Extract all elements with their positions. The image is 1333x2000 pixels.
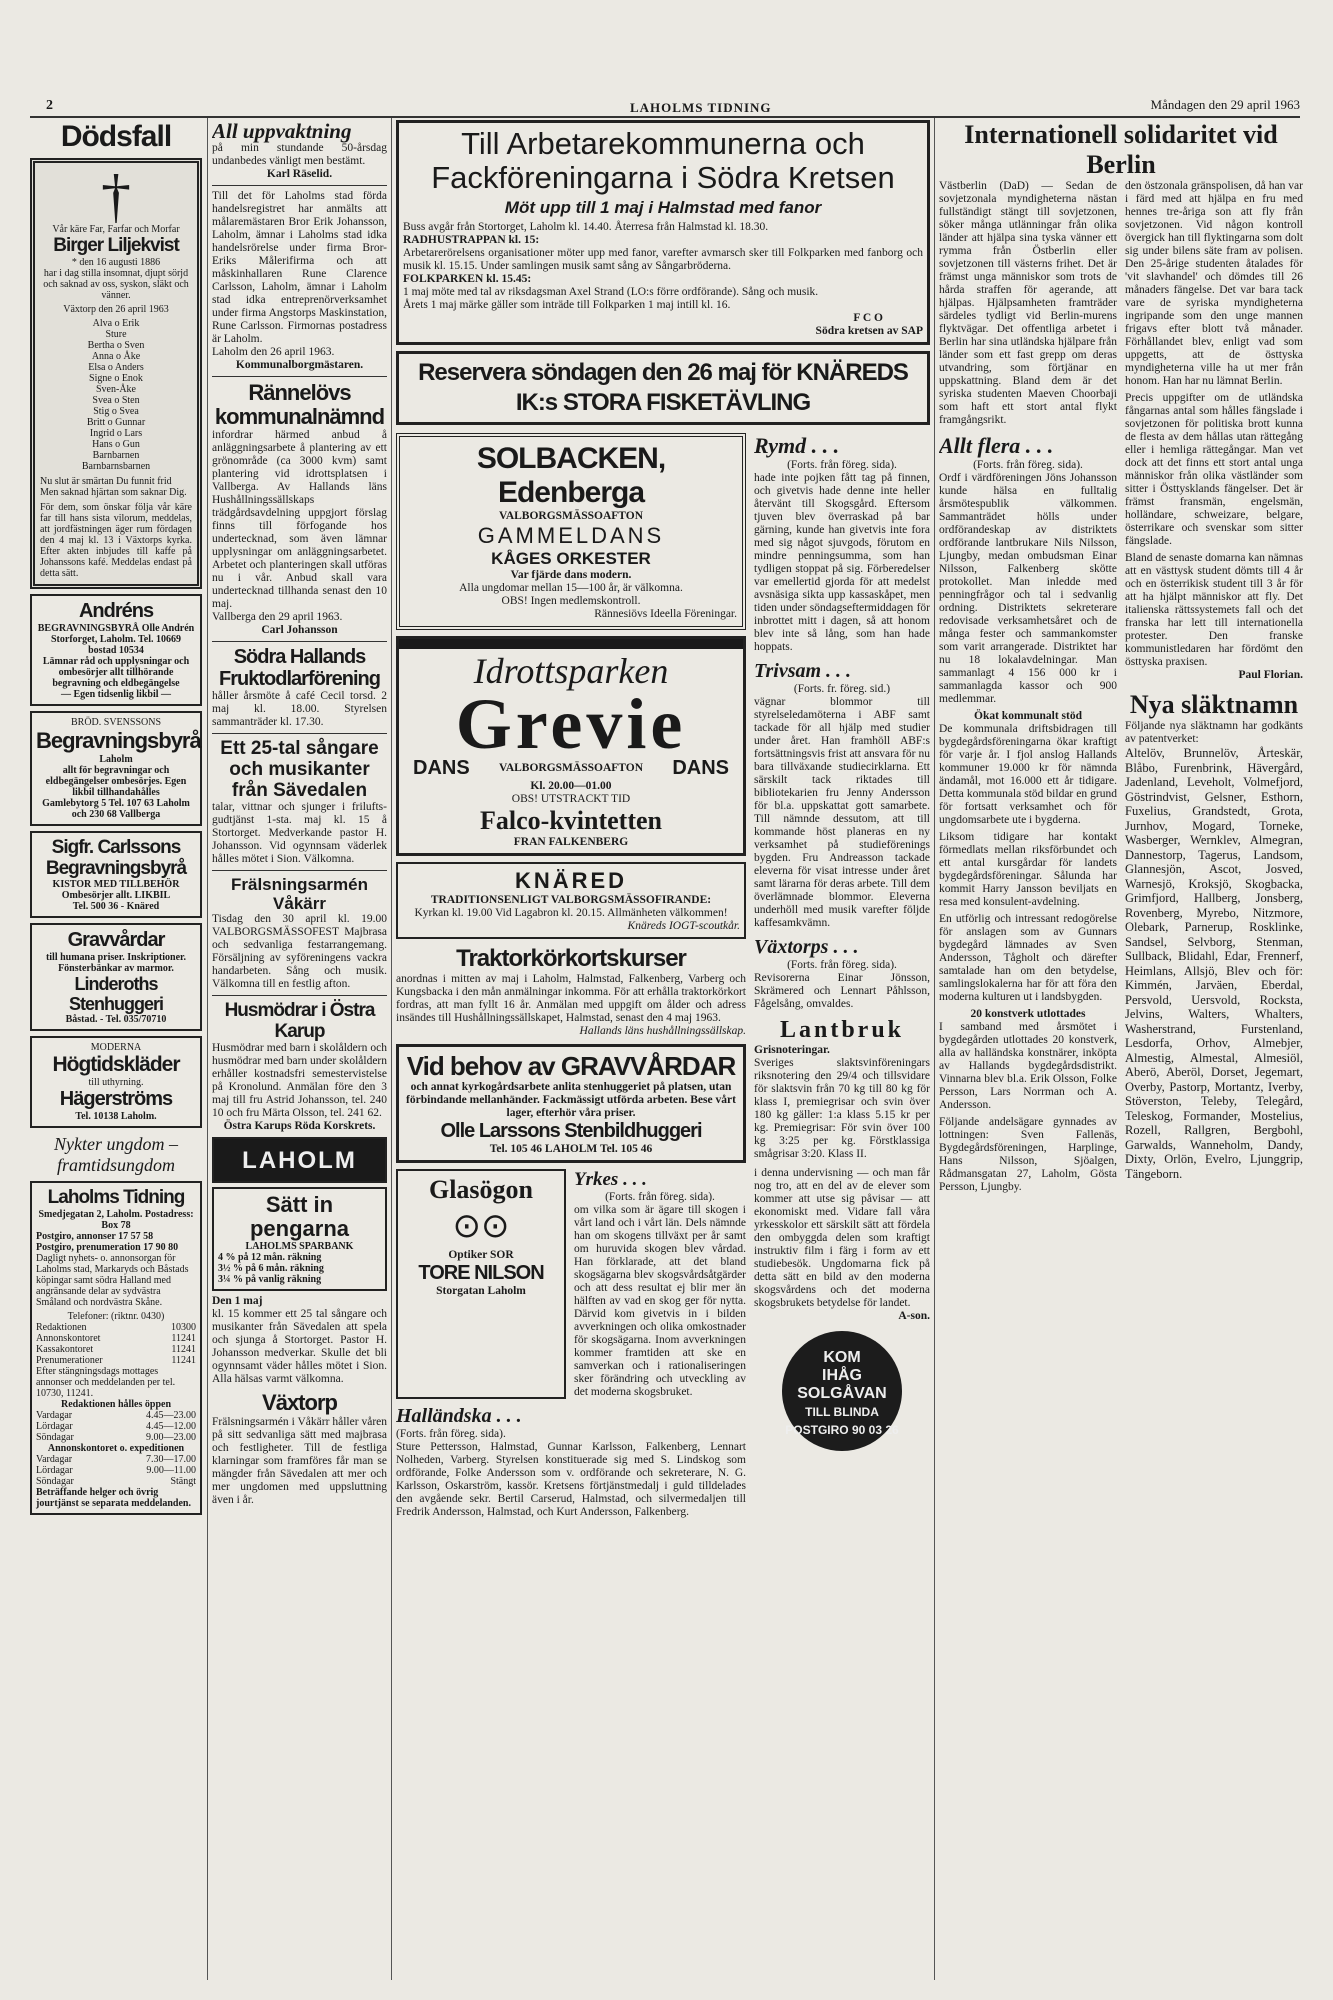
paper-title: LAHOLMS TIDNING — [630, 100, 772, 115]
andrens-text: Lämnar råd och upplysningar och ombesörjer allt tillhörande begravning och eldbegängelse — [42, 656, 190, 689]
trakt-text: anordnas i mitten av maj i Laholm, Halmstad, Falkenberg, Varberg och Kungsbacka i den mån anmälningar inkomma. För att erhålla traktorkörkort fordras, att man fyllt 16 år. Anmälan med uppgift om ålder och adress insändes till Hushållningssällskapet, Halmstad, senast den 4 maj 1963. — [396, 973, 746, 1024]
hagerstroms-ad — [30, 1036, 202, 1128]
lt-text: Dagligt nyhets- o. annonsorgan för Laholms stad, Markaryds och Båstads köpingar samt södra Halland med angränsande delar av sydvästra Småland och nordvästra Skåne. — [36, 1253, 189, 1308]
column-4-right — [1125, 180, 1303, 1181]
knared-text: Kyrkan kl. 19.00 Vid Lagabron kl. 20.15. Allmänheten välkommen! — [414, 907, 728, 919]
obit-family-member: Ingrid o Lars — [89, 428, 143, 439]
hall-note: (Forts. från föreg. sida). — [396, 1428, 506, 1440]
vaxtorps-text: Revisorerna Einar Jönsson, Skrämered och Lennart Påhlsson, Fågelsång, omvaldes. — [754, 972, 930, 1010]
yrkes-article — [574, 1169, 746, 1399]
andrens-foot: — Egen tidsenlig likbil — — [60, 689, 172, 700]
page-number: 2 — [46, 98, 53, 113]
andrens-ad — [30, 594, 202, 706]
rymd-title: Rymd . . . — [754, 433, 840, 458]
linderoths-title: Linderoths Stenhuggeri — [68, 974, 163, 1014]
lt-open-row: Lördagar 4.45—12.00 — [36, 1421, 196, 1432]
obit-family-member: Bertha o Sven — [87, 340, 145, 351]
obit-family-member: Britt o Gunnar — [86, 417, 146, 428]
lt-exp-row: Vardagar 7.30—17.00 — [36, 1454, 196, 1465]
vid-title: Vid behov av GRAVVÅRDAR — [406, 1051, 736, 1081]
lt-tel-row: Redaktionen 10300 — [36, 1322, 196, 1333]
column-4-left — [939, 180, 1117, 1194]
obit-family-member: Alva o Erik — [92, 318, 140, 329]
sodra-title: Södra Hallands Fruktodlarförening — [219, 646, 380, 690]
lt-open-row: Vardagar 4.45—23.00 — [36, 1410, 196, 1421]
rymd-text: hade inte pojken fått tag på finnen, och givetvis hade denne inte heller återvänt till Skogsgård. Eftersom tjuven blev överraskad på bar gärning, kunde han givetvis inte fora med sig något sjuvgods, förutom en mindre penningsumma, som han tydligen stoppat på sig. Förberedelser var emellertid gjorda för att medelst avsnäsiga sikta upp kassaskåpet, men tiden under söndagseftermiddagen för inbrottet mitt i dagen, så att honom blev inte så lång, som han hade hoppats. — [754, 472, 930, 653]
lantbruk-text: Sveriges slaktsvinföreningars riksnotering den 29/4 och tillsvidare för slaktsvin från 70 kg till 80 kg för klass I, premiegrisar och svin över 180 kg gäller: 1:a klass 5.15 kr per kg. Premiegrisar: För svin över 100 kg 3:25 per kg. Förstklassiga smågrisar 3:20. Klass II. — [754, 1057, 930, 1160]
gravvardar-ad — [30, 923, 202, 1031]
intl3-text: Precis uppgifter om de utländska fångarnas antal som hålles fängslade i sovjetzonen för politiska brott kunna de flesta av dem hållas utan rättegång eller i hemliga rättegångar. Man vet dock att det finns ett stort antal unga människor från olika västländer som sitter i Östtysklands fängelser. Det är främst fransmän, engelsmän, holländare, schweizare, belgare, österrikare och svenskar som sitter fängslade. — [1125, 392, 1303, 547]
reservera-ad — [396, 351, 930, 425]
obit-verse: Nu slut är smärtan Du funnit frid Men saknad hjärtan som saknar Dig. — [40, 476, 187, 498]
solbacken-age: Alla ungdomar mellan 15—100 år, är välkomna. — [459, 582, 683, 594]
glas-sub: Optiker SOR — [448, 1249, 514, 1261]
intl-text: Västberlin (DaD) — Sedan de sovjetzonala myndigheterna nästan fullständigt stängt till sovjetzonen, söker många utlänningar från olika länder att hjälpa sina tyska vänner ett rymma från Östberlin eller sovjetzonen till västerns frihet. Det är främst unga människor som trots de hårda straffen för agerande, att hjälpas. Hjälpsamheten framträder särdeles tydligt vid Berlin-murens flyktvägar. Det offentliga arbetet i Berlin har sina utländska hjälpare från länder som ett fast grepp om deras utvandring, som förtjänar en uppskattning. Bland dem är det syriska studenten Maeven Choorbaji som haft ett stort antal flykt framgångsrikt. — [939, 180, 1117, 426]
solbacken-title: SOLBACKEN, Edenberga — [476, 442, 666, 509]
nya-text: Altelöv, Brunnelöv, Årteskär, Blåbo, Furenbrink, Hävergård, Jadenland, Leveholt, Volmefjord, Göstrindvist, Gelsner, Esthorn, Fuxelius, Grandstedt, Grota, Jurnhov, Mogard, Torneke, Wasberger, Wernklev, Almegran, Dannestorp, Tagerus, Landsom, Glannesjön, Ascot, Josved, Warnesjö, Kroksjö, Skogbacka, Grimfjord, Hallberg, Jonsberg, Rovenberg, Myrebo, Nitzmore, Olebark, Parnerup, Rosklinke, Sandsel, Selvborg, Stenman, Sullback, Blidahl, Edar, Frennerf, Heimlans, Allsjö, Blev och för: Kimmén, Jarväen, Eberdal, Persvold, Uersvold, Rocksta, Jelvins, Walters, Whalters, Washerstrand, Furstenland, Lesdorfa, Orhov, Almebjer, Almestig, Almestal, Almesiöl, Aberö, Aberöl, Dorset, Jegemart, Overby, Pastorp, Mortantz, Iverby, Stöverston, Teleby, Telegård, Teleskog, Formander, Mostelius, Rozell, Rallgren, Bergbohl, Garwalds, Wanneholm, Dandy, Dixty, Orlön, Evelro, Ljunggrip, Tängeborn. — [1125, 746, 1303, 1181]
solbacken-sub: VALBORGSMÄSSOAFTON — [499, 510, 643, 522]
fralsnings-text: Tisdag den 30 april kl. 19.00 VALBORGSMÄSSOFEST Majbrasa och sedvanliga festarrangemang. Försäljning av syföreningens vackra handarbeten. Sång och musik. Välkomna till en festlig afton. — [212, 913, 387, 990]
satt-title: Sätt in pengarna — [249, 1192, 350, 1241]
glasses-icon: ⊙⊙ — [452, 1208, 510, 1245]
trivsam-title: Trivsam . . . — [754, 660, 852, 682]
solbacken-dance: GAMMELDANS — [477, 523, 665, 548]
glas-name: TORE NILSON — [418, 1262, 544, 1284]
andrens-sub: BEGRAVNINGSBYRÅ Olle Andrén — [37, 623, 195, 634]
konst-text: I samband med årsmötet i bygdegården utlottades 20 konstverk, alla av halländska konstnärer, inköpta av Hallands bygdegårdsdistrikt. Vinnarna blev bl.a. Erik Olsson, Folke Persson, Lars Norrman och A. Andersson. — [939, 1021, 1117, 1111]
lt-tel-row: Prenumerationer 11241 — [36, 1355, 196, 1366]
carlssons-ad — [30, 831, 202, 918]
hogtid-title: Högtidskläder — [52, 1053, 180, 1076]
kom-line4: TILL BLINDA — [805, 1405, 879, 1419]
svenssons-head: BRÖD. SVENSSONS — [70, 717, 162, 728]
allt-title: Allt flera . . . — [939, 433, 1054, 458]
column-rule — [207, 118, 208, 1980]
obit-family-member: Stig o Svea — [93, 406, 139, 417]
denna-text: i denna undervisning — och man får nog tro, att en del av de elever som kommer att utse sig påvisar — att ekonomiskt med. Vidare fall våra yrkesskolor ett särskilt sätt att fördela den ombyggda delen som kraftigt instruktiv film i färg i form av ett studiebesök. Ungdomarna fick på detta sätt en bild av den moderna skogsvårdens och det moderna skogsbrukets betydelse för landet. — [754, 1167, 930, 1309]
obit-family-member: Svea o Sten — [92, 395, 140, 406]
allt-note: (Forts. från föreg. sida). — [973, 459, 1083, 471]
lantbruk-title: Lantbruk — [779, 1017, 905, 1043]
andrens-addr: Storforget, Laholm. Tel. 10669 bostad 10534 — [51, 634, 181, 656]
okat-text: De kommunala driftsbidragen till bygdegårdsföreningarna ökar kraftigt för varje år. I fjol anslog Hallands kommuner 19.000 kr för nämnda ändamål, mot 16.000 ett år tidigare. Detta kommunala stöd bildar en grund för fortsatt verksamhet och för ungdomsarbete ute i bygderna. — [939, 723, 1117, 826]
sodra-text: håller årsmöte å café Cecil torsd. 2 maj kl. 18.00. Styrelsen sammanträder kl. 17.30. — [212, 690, 387, 728]
allt-text: Ordf i värdföreningen Jöns Johansson kunde hälsa en fulltalig årsmötespublik välkommen. Sammanträdet hölls under ordförandeskap av distriktets ordförande lantbrukare Nils Nilsson, Ljungby, medan ombudsman Einar Nilsson, Falkenberg skötte protokollet. Man inledde med penningfrågor och tal i sedvanlig ordning. Distriktets sekreterare redovisade verksamhetsåret och de många fester och sammankomster som varit arrangerade. Distriktet har nu 18 lokalavdelningar. Man sammanlagt 4 156 000 kr i sammanlagda kassor och 900 medlemmar. — [939, 472, 1117, 705]
arb-r2: 1 maj möte med tal av riksdagsman Axel Strand (LO:s förre ordförande). Sång och musik. — [403, 286, 819, 298]
intl-title: Internationell solidaritet vid Berlin — [964, 120, 1278, 179]
obit-family-member: Sture — [105, 329, 127, 340]
aso-sign: A-son. — [898, 1310, 930, 1322]
grevie-time: Kl. 20.00—01.00 — [530, 780, 612, 792]
svenssons-ad — [30, 711, 202, 826]
lt-addr: Smedjegatan 2, Laholm. Postadress: Box 78 — [38, 1209, 194, 1231]
carlssons-text: Ombesörjer allt. LIKBIL — [61, 890, 171, 901]
handelsregister-sign: Kommunalborgmästaren. — [235, 359, 364, 371]
knared-title: KNÄRED — [514, 868, 628, 893]
obit-text: har i dag stilla insomnat, djupt sörjd och saknad av oss, syskon, släkt och vänner. — [43, 268, 189, 301]
carlssons-tel: Tel. 500 36 - Knäred — [72, 901, 160, 912]
arb-r1: Arbetarerörelsens organisationer möter upp med fanor, varefter avmarsch sker till Folkparken med fanborg och musik kl. 15.15. Under samlingen musik samt sång av Sångarbröderna. — [403, 247, 923, 272]
hagerstroms-title: Hägerströms — [59, 1088, 173, 1110]
column-4-body — [939, 180, 1303, 1980]
handelsregister-place: Laholm den 26 april 1963. — [212, 346, 335, 358]
grevie-name: Grevie — [455, 684, 687, 764]
lt-giro: Postgiro, annonser 17 57 58 — [36, 1231, 154, 1242]
cross-icon: † — [101, 163, 131, 229]
lt-exp-row: Lördagar 9.00—11.00 — [36, 1465, 196, 1476]
grevie-dans-right: DANS — [672, 757, 729, 779]
lantbruk-head: Grisnoteringar. — [754, 1044, 830, 1056]
utfor-text: En utförlig och intressant redogörelse för anslagen som av Gunnars bygdegård lämnades av Sven Andersson, Tågholt och därefter samtalade han om den betydelse, samlingslokalerna har för att föra den moderna kulturen ut i landsbygden. — [939, 913, 1117, 1003]
yrkes-text: om vilka som är ägare till skogen i vårt land och i vårt län. Dels nämnde han om skogens tillväxt per år samt om huruvida skogen blev vårdad. Han förklarade, att det bland skogsägarna blev skogsvårdsåtgärder och att dess resultat ej blir mer än hälften av vad en skog ger för nytta. Därvid kom givetvis in i bilden avverkningen och olika omkostnader för skogsägarna. Inom avverkningen kommer framtiden att ske en samverkan och i rationaliseringen sker förändring och utveckling av det moderna skogsbruket. — [574, 1204, 746, 1398]
obit-notice: För dem, som önskar följa vår käre far till hans sista vilorum, meddelas, att jordfästningen äger rum fördagen den 4 maj kl. 13 i Växtorps kyrka. Efter akten inbjudes till kaffe på Johanssons kafé. Meddelas endast på detta sätt. — [40, 502, 192, 579]
arb-r2-head: FOLKPARKEN kl. 15.45: — [403, 273, 532, 285]
svenssons-title: Begravningsbyrå — [36, 728, 201, 753]
ranneslovs-text: infordrar härmed anbud å anläggningsarbete å plantering av ett grönområde (ca 3000 kvm) samt plantering vid idrottsplatsen i Vallberga. Av Hallands läns Hushållningssällskaps trädgårdsavdelning uppgjort förslag finns till förfogande hos undertecknad, som även lämnar upplysningar om anläggningsarbetet. Arbetet och planteringen skall utföras nu i vår. Anbud skall vara undertecknad tillhanda senast den 10 maj. — [212, 429, 387, 610]
hall-text: Sture Pettersson, Halmstad, Gunnar Karlsson, Falkenberg, Lennart Nolheden, Varberg. Styrelsen konstituerade sig med S. Lindskog som ordförande, Folke Andersson som v. ordförande och sekreterare, N. G. Karlsson, Oskarström, kassör. Kretsens förtjänstmedalj i guld tilldelades den avgående sekr. Bertil Carserud, Halmstad, och silvermedaljen till Fredrik Andersson, Halmstad, och Kurt Andersson, Falkenberg. — [396, 1441, 746, 1518]
lower-left-row — [396, 1169, 746, 1399]
dodsfall-heading: Dödsfall — [60, 120, 172, 153]
ett25-title: Ett 25-tal sångare och musikanter från Sävedalen — [220, 738, 379, 801]
obit-family-member: Sven-Åke — [96, 384, 136, 395]
glas-title: Glasögon — [428, 1175, 534, 1204]
husmodrar-text: Husmödrar med barn i skolåldern och husmödrar med barn under skolåldern erhåller kostnadsfri semestervistelse på Kronolund. Anmälan före den 3 maj till fru Astrid Johansson, tel. 240 10 och fru Märta Olsson, tel. 241 62. — [212, 1042, 387, 1119]
column-rule — [391, 118, 392, 1980]
reserv-title: Reservera söndagen den 26 maj för KNÄREDS IK:s STORA FISKETÄVLING — [418, 359, 908, 416]
grav-text: till humana priser. Inskriptioner. Fönsterbänkar av marmor. — [45, 952, 187, 974]
trivsam-text: vägnar blommor till styrelseledamöterna i ABF samt tackade för all hjälp med studier under året. Han framhöll ABF:s fortsättningsvis frist att ansvara för nu bara tillväxande studiecirklarna. Ett särskilt tack riktades till bibliotekarien fru Jenny Andersson för bl.a. uppskattat gott samarbete. Till nämnde dessutom, att till kommande höst planeras en ny verksamhet på studieförenings bygden. Fru Andreasson tackade eleverna för visat intresse under året samt lärarna för deras arbete. Till dem överlämnade blommor. Eleverna underhöll med musik varefter följde kaffesamkvämn. — [754, 696, 930, 929]
hagerstroms-tel: Tel. 10138 Laholm. — [75, 1111, 157, 1122]
solbacken-obs: OBS! Ingen medlemskontroll. — [501, 595, 641, 607]
arbetarekommun-ad — [396, 120, 930, 345]
lt-tel-row: Kassakontoret 11241 — [36, 1344, 196, 1355]
nya-intro: Följande nya släktnamn har godkänts av patentverket: — [1125, 720, 1303, 745]
arb-sub: Möt upp till 1 maj i Halmstad med fanor — [504, 198, 822, 217]
trivsam-note: (Forts. fr. föreg. sid.) — [793, 683, 891, 695]
solbacken-orch: KÅGES ORKESTER — [491, 549, 651, 568]
solbacken-when: Var fjärde dans modern. — [510, 569, 632, 581]
arb-r1-head: RADHUSTRAPPAN kl. 15: — [403, 234, 540, 246]
maj1-text: kl. 15 kommer ett 25 tal sångare och musikanter från Sävedalen att spela och sjunga å Stortorget. Pastor H. Johansson medverkar. Skulle det bli ogynnsamt väder hålles mötet i Sion. Alla hälsas varmt välkomna. — [212, 1308, 387, 1385]
glas-addr: Storgatan Laholm — [436, 1285, 526, 1297]
satt-bank: LAHOLMS SPARBANK — [245, 1241, 354, 1252]
lt-open-list — [36, 1410, 196, 1443]
obit-name: Birger Liljekvist — [53, 235, 179, 256]
trakt-sign: Hallands läns hushållningssällskap. — [579, 1025, 746, 1037]
obit-intro: Vår käre Far, Farfar och Morfar — [52, 224, 180, 235]
lt-after: Efter stängningsdags mottages annonser och meddelanden per tel. 10730, 11241. — [36, 1366, 176, 1399]
lt-tel-head: Telefoner: (riktnr. 0430) — [67, 1311, 165, 1322]
husmodrar-sign: Östra Karups Röda Korskrets. — [223, 1120, 376, 1132]
rymd-note: (Forts. från föreg. sida). — [787, 459, 897, 471]
lt-foot: Beträffande helger och övrig jourtjänst se separata meddelanden. — [36, 1487, 191, 1509]
moderna: MODERNA — [90, 1042, 142, 1053]
okat-head: Ökat kommunalt stöd — [974, 710, 1082, 722]
lt-giro2: Postgiro, prenumeration 17 90 80 — [36, 1242, 179, 1253]
ett25-text: talar, vittnar och sjunger i friluftsgudtjänst 1-sta. maj kl. 15 å Stortorget. Medverkande pastor H. Johansson. Vid ogynnsam väderlek hålles mötet i Sion. Välkomna. — [212, 801, 387, 865]
sparbank-ad — [212, 1187, 387, 1291]
arb-title: Till Arbetarekommunerna och Fackföreningarna i Södra Kretsen — [431, 126, 895, 195]
grevie-from: FRAN FALKENBERG — [513, 836, 629, 848]
column-3-left — [396, 433, 746, 1519]
uppvaktning-text: på min stundande 50-årsdag undanbedes vänligt men bestämt. — [212, 142, 387, 167]
paul-sign: Paul Florian. — [1238, 669, 1303, 681]
laholms-tidning-info — [30, 1181, 202, 1515]
vid-tel: Tel. 105 46 LAHOLM Tel. 105 46 — [489, 1143, 653, 1155]
obit-place: Växtorp den 26 april 1963 — [63, 304, 169, 315]
masthead — [30, 92, 1300, 115]
obituary-notice — [30, 158, 202, 589]
grevie-obs: OBS! UTSTRACKT TID — [511, 793, 631, 805]
hogtid-sub: till uthyrning. — [88, 1077, 144, 1088]
satt-rate: 4 % på 12 mån. räkning — [218, 1252, 322, 1263]
lt-exp-row: Söndagar Stängt — [36, 1476, 196, 1487]
solgavan-badge — [782, 1331, 902, 1451]
grav-title: Gravvårdar — [67, 929, 165, 951]
column-2 — [212, 120, 387, 1980]
laholm-logo-text: LAHOLM — [242, 1147, 357, 1174]
column-4 — [939, 120, 1303, 1980]
handelsregister-text: Till det för Laholms stad förda handelsregistret har anmälts att målaremästaren Bror Erik Johansson, Laholm, ämnar i Laholms stad idka handelsrörelse under firma Bror-Eriks Målerifirma och att måskinhallaren Rune Clarence Carlsson, Laholm, ämnar i Laholm stad idka entreprenörverksamhet under firma Angstorps Maskinstation, Rune Carlsson. Firmornas postadress är Laholm. — [212, 190, 387, 345]
masthead-rule — [30, 116, 1300, 118]
husmodrar-title: Husmödrar i Östra Karup — [224, 1000, 375, 1042]
kom-giro: POSTGIRO 90 03 26 — [785, 1423, 899, 1437]
yrkes-note: (Forts. från föreg. sida). — [605, 1191, 715, 1203]
vaxtorps-title: Växtorps . . . — [754, 936, 859, 958]
vaxtorp-text: Frälsningsarmén i Våkärr håller våren på sitt sedvanliga sätt med majbrasa och festligheter. Till de festliga klarningar som framföres får man se mängder från Sävedalen att mer och mer ungdomen med uppsluttning även i år. — [212, 1416, 387, 1506]
grevie-orch: Falco-kvintetten — [480, 806, 662, 835]
vaxtorp-title: Växtorp — [262, 1390, 337, 1415]
ranneslovs-title: Rännelövs kommunalnämnd — [214, 380, 385, 429]
solbacken-ad — [396, 433, 746, 630]
carlssons-title: Sigfr. Carlssons Begravningsbyrå — [45, 837, 187, 879]
trakt-title: Traktorkörkortskurser — [456, 945, 686, 972]
lt-exp-list — [36, 1454, 196, 1487]
svenssons-sub: Laholm — [99, 754, 133, 765]
linderoths-tel: Båstad. - Tel. 035/70710 — [65, 1014, 167, 1025]
liksom-text: Liksom tidigare har kontakt förmedlats mellan riksförbundet och ett antal kursgårdar för landets bygdegårdsföreningar. Sålunda har kommit Harry Jansson beviljats en resa med konsulent-avdelning. — [939, 831, 1117, 908]
knared-sub: TRADITIONSENLIGT VALBORGSMÄSSOFIRANDE: — [430, 894, 712, 906]
uppvaktning-name: Karl Räselid. — [266, 168, 333, 180]
intl4-text: Bland de senaste domarna kan nämnas att en västtysk student dömts till 4 år och en österrikisk student till 3 år för att ha hjälpt människor att fly. Det italienska rättssystemets fall och det franska har lett till internationella protester. Den franske kommunistledaren har fördömt den östtyska praxisen. — [1125, 552, 1303, 668]
ranneslovs-place: Vallberga den 29 april 1963. — [212, 611, 343, 623]
column-3-lower — [396, 433, 930, 1703]
yrkes-title: Yrkes . . . — [574, 1169, 647, 1190]
satt-rates — [218, 1252, 381, 1285]
maj1-head: Den 1 maj — [212, 1295, 263, 1307]
satt-rate: 3¼ % på vanlig räkning — [218, 1274, 322, 1285]
lt-exp-head: Annonskontoret o. expeditionen — [47, 1443, 185, 1454]
knared-ad — [396, 862, 746, 939]
fralsnings-title: Frälsningsarmén Våkärr — [231, 875, 368, 913]
obit-family-member: Barnbarnsbarnen — [81, 461, 151, 472]
kom-line1: KOM — [823, 1349, 861, 1366]
lt-tel-row: Annonskontoret 11241 — [36, 1333, 196, 1344]
obit-family — [40, 318, 192, 472]
lt-tel-list — [36, 1322, 196, 1366]
foljande-text: Följande andelsägare gynnades av lottningen: Sven Fallenäs, Bygdegårdsföreningen, Harplinge, Hans Nilsson, Sjöalgen, Rådmansgatan 27, Laholm, Gösta Persson, Ljungby. — [939, 1116, 1117, 1193]
carlssons-sub: KISTOR MED TILLBEHÖR — [52, 879, 180, 890]
column-3 — [396, 120, 930, 1980]
arb-sign1: F C O — [853, 312, 883, 324]
column-1 — [30, 120, 202, 1980]
obit-family-member: Hans o Gun — [92, 439, 140, 450]
nya-title: Nya släktnamn — [1129, 690, 1299, 719]
vid-text: och annat kyrkogårdsarbete anlita stenhuggeriet på platsen, utan förbindande mellanhänder. Fackmässigt utförda arbeten. Bese vårt lager, efterhör våra priser. — [406, 1081, 736, 1119]
intl2-text: den östzonala gränspolisen, då han var i färd med att hjälpa en fru med hennes tre-åriga son att fly från sovjetzonen. Vid någon kontroll övergick han till flyktingarna som dolt sig under bilens säte fram av polisen. Den 25-årige studenten åtalades för 'vit slavhandel' och dömdes till 26 månaders fängelse. Det var bara tack vare de syriska myndigheterna ingripande som den unge mannen frigavs efter blott två månader. Förhållandet blev, enligt vad som uppgetts, att de östtyska myndigheterna ville ha ut mer från honom. Han har nu lämnat Berlin. — [1125, 180, 1303, 387]
konst-head: 20 konstverk utlottades — [970, 1008, 1086, 1020]
vid-firm: Olle Larssons Stenbildhuggeri — [440, 1120, 702, 1142]
svenssons-addr: Gamlebytorg 5 Tel. 107 63 Laholm och 230 68 Vallberga — [42, 798, 190, 820]
arb-sign2: Södra kretsen av SAP — [815, 325, 923, 337]
knared-sign: Knäreds IOGT-scoutkår. — [627, 920, 740, 932]
uppvaktning-title: All uppvaktning — [212, 120, 352, 143]
grevie-top: Idrottsparken — [473, 651, 669, 691]
obit-family-member: Barnbarnen — [92, 450, 140, 461]
andrens-title: Andréns — [78, 600, 154, 622]
lt-open-row: Söndagar 9.00—23.00 — [36, 1432, 196, 1443]
hall-title: Halländska . . . — [396, 1405, 522, 1427]
obit-family-member: Elsa o Anders — [88, 362, 144, 373]
kom-line3: SOLGÅVAN — [797, 1385, 887, 1402]
glasogon-ad — [396, 1169, 566, 1399]
obit-born: * den 16 augusti 1886 — [71, 257, 161, 268]
arb-bus: Buss avgår från Stortorget, Laholm kl. 14.40. Återresa från Halmstad kl. 18.30. — [403, 221, 769, 233]
grevie-dans-left: DANS — [413, 757, 470, 779]
column-rule — [934, 118, 935, 1980]
satt-rate: 3½ % på 6 mån. räkning — [218, 1263, 324, 1274]
arb-r3: Årets 1 maj märke gäller som inträde till Folkparken 1 maj intill kl. 16. — [403, 299, 731, 311]
laholm-logo-ad — [212, 1137, 387, 1183]
lt-title: Laholms Tidning — [47, 1187, 185, 1208]
grevie-ad — [396, 636, 746, 856]
kom-line2: IHÅG — [822, 1367, 862, 1384]
lt-open-head: Redaktionen hålles öppen — [60, 1399, 172, 1410]
issue-date: Måndagen den 29 april 1963 — [1150, 97, 1300, 112]
obit-family-member: Anna o Åke — [91, 351, 141, 362]
solbacken-sign: Rännesiövs Ideella Föreningar. — [594, 608, 737, 620]
grevie-sub: VALBORGSMÄSSOAFTON — [499, 762, 643, 774]
vaxtorps-note: (Forts. från föreg. sida). — [787, 959, 897, 971]
obit-family-member: Signe o Enok — [89, 373, 143, 384]
column-3-right — [754, 433, 930, 1451]
nykter-slogan: Nykter ungdom – framtidsungdom — [54, 1134, 178, 1175]
gravvardar-olle-ad — [396, 1044, 746, 1163]
svenssons-text: allt för begravningar och eldbegängelser ombesörjes. Egen likbil tillhandahålles — [45, 765, 187, 798]
ranneslovs-sign: Carl Johansson — [261, 624, 338, 636]
